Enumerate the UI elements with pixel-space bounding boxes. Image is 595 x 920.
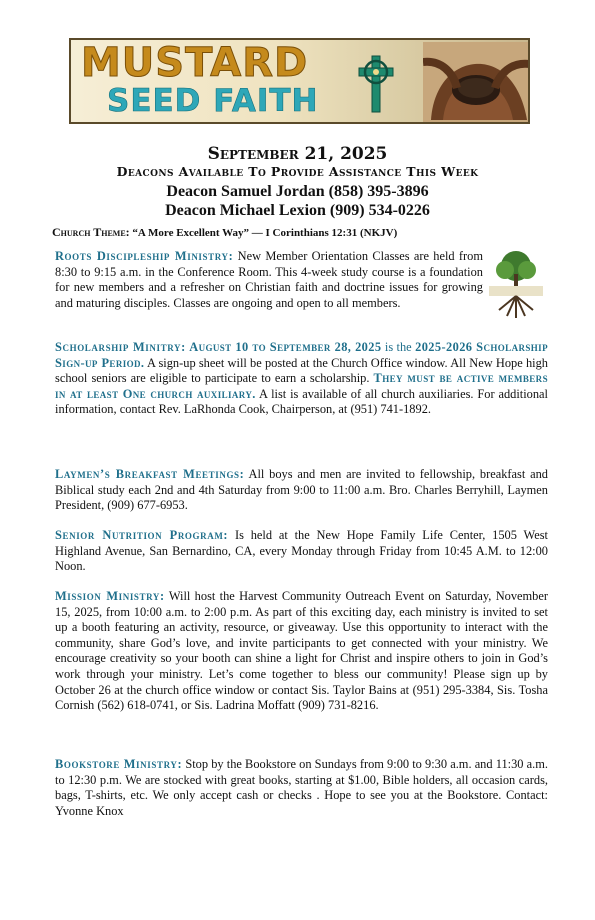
mission-heading: Mission Ministry: bbox=[55, 589, 165, 603]
laymen-body: All boys and men are invited to fellowship, breakfast and Biblical study each 2nd and 4th Saturday from 9:00 to 11:00 a.m. Bro. Charles Berryhill, Laymen President, (909) 677-6953. bbox=[55, 467, 548, 513]
senior-nutrition-section bbox=[55, 528, 548, 575]
banner bbox=[69, 38, 530, 124]
hands-with-seeds-image bbox=[423, 42, 529, 122]
scholarship-is-the: is the bbox=[384, 340, 412, 354]
scholarship-period: 2025-2026 Scholarship Sign-up Period. bbox=[55, 340, 548, 370]
church-theme-text: “A More Excellent Way” — I Corinthians 12:31 (NKJV) bbox=[132, 227, 398, 239]
scholarship-body-2: A list is available of all church auxiliaries. For additional information, contact Rev. LaRhonda Cook, Chairperson, at (951) 741-1892. bbox=[55, 386, 548, 417]
bookstore-heading: Bookstore Ministry: bbox=[55, 757, 183, 771]
church-theme-label: Church Theme: bbox=[52, 225, 130, 239]
celtic-cross-icon bbox=[355, 52, 397, 114]
laymen-section bbox=[55, 467, 548, 514]
deacon-2: Deacon Michael Lexion (909) 534-0226 bbox=[165, 202, 430, 219]
roots-body: New Member Orientation Classes are held from 8:30 to 9:15 a.m. in the Conference Room. This 4-week study course is a foundation for new members and a refresher on Christian faith and doctrine issues for growing and maturing disciples. Classes are ongoing and open to all members. bbox=[55, 249, 484, 310]
mission-body: Will host the Harvest Community Outreach Event on Saturday, November 15, 2025, from 10:00 a.m. to 2:00 p.m. As part of this exciting day, each ministry is invited to set up a booth featuring an activity, resource, or giveaway. Use this opportunity to interact with the community, share God’s love, and invite participants to get connected with your ministry. We encourage creativity so your booth can shine a light for Christ and inspire others to join in God’s work through your ministry. Let’s come together to bless our community! Please sign up by October 26 at the church office window or contact Sis. Taylor Bains at (951) 295-3384, Sis. Tosha Cornish (562) 618-0741, or Sis. Ladrina Moffatt (909) 731-8216. bbox=[55, 589, 549, 713]
scholarship-section bbox=[55, 340, 548, 418]
church-theme bbox=[52, 225, 397, 240]
bookstore-body: Stop by the Bookstore on Sundays from 9:00 to 9:30 a.m. and 11:30 a.m. to 12:30 p.m. We are stocked with great books, starting at $1.00, Bible holders, all occasion cards, bags, T-shirts, etc. We only accept cash or checks . Hope to see you at the Bookstore. Contact: Yvonne Knox bbox=[55, 757, 548, 818]
bulletin-date: September 21, 2025 bbox=[207, 144, 388, 164]
deacons-heading: Deacons Available To Provide Assistance This Week bbox=[116, 164, 479, 179]
senior-nutrition-heading: Senior Nutrition Program: bbox=[55, 528, 229, 542]
roots-section bbox=[55, 249, 483, 311]
scholarship-body-1: A sign-up sheet will be posted at the Church Office window. All New Hope high school seniors are eligible to participate to earn a scholarship. bbox=[55, 355, 548, 386]
tree-roots-logo bbox=[485, 248, 547, 320]
bookstore-section bbox=[55, 757, 548, 819]
scholarship-heading: Scholarship Minitry: bbox=[55, 340, 186, 354]
laymen-heading: Laymen’s Breakfast Meetings: bbox=[55, 467, 245, 481]
scholarship-requirement: They must be active members in at least One church auxiliary. bbox=[55, 371, 548, 401]
senior-nutrition-body: Is held at the New Hope Family Life Center, 1505 West Highland Avenue, San Bernardino, CA, every Monday through Friday from 10:45 A.M. to 12:00 Noon. bbox=[55, 528, 548, 574]
scholarship-dates: August 10 to September 28, 2025 bbox=[189, 340, 382, 354]
banner-title-mustard: MUSTARD bbox=[81, 40, 309, 86]
banner-title-seed-faith: SEED FAITH bbox=[107, 83, 319, 119]
mission-section bbox=[55, 589, 548, 714]
roots-heading: Roots Discipleship Ministry: bbox=[55, 249, 234, 263]
deacon-1: Deacon Samuel Jordan (858) 395-3896 bbox=[166, 183, 429, 200]
